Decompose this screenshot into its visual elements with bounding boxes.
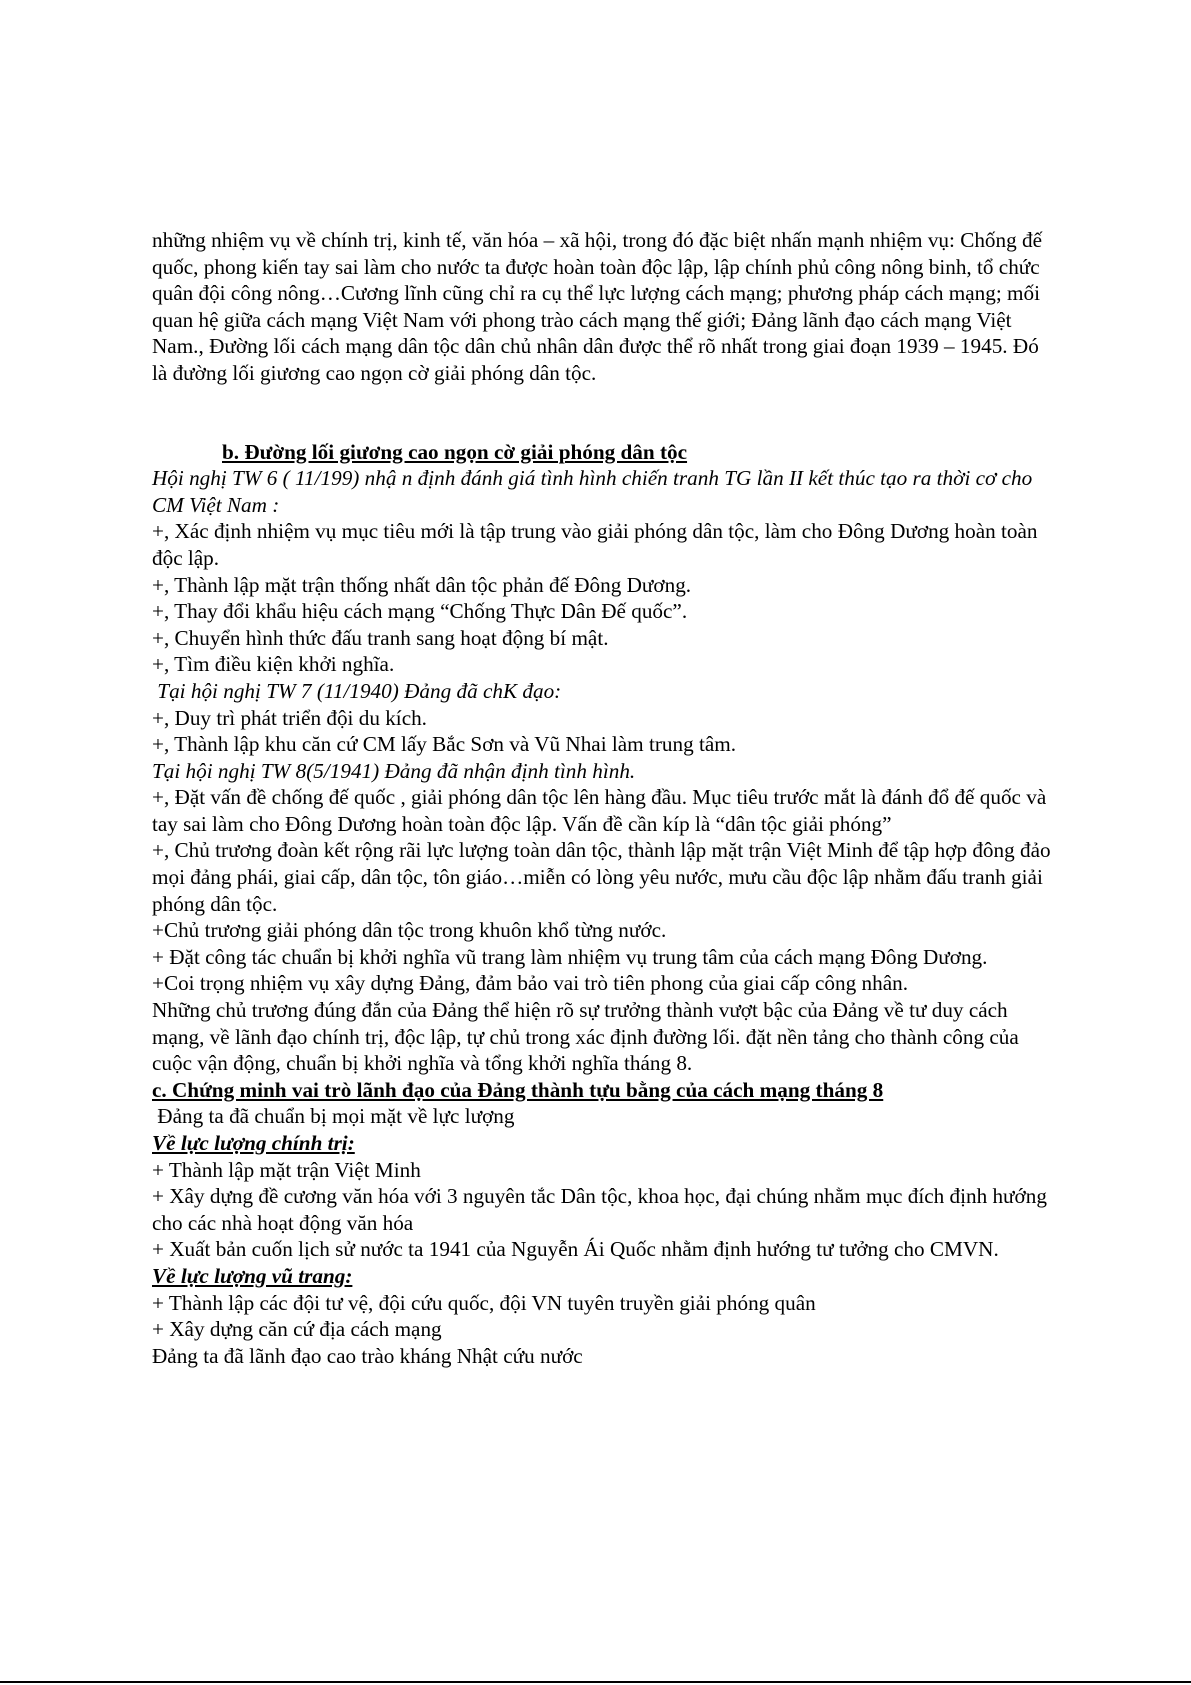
document-page	[152, 227, 1052, 1369]
tw6-item: +, Thành lập mặt trận thống nhất dân tộc phản đế Đông Dương.	[152, 572, 692, 597]
tw6-item: +, Chuyển hình thức đấu tranh sang hoạt động bí mật.	[152, 625, 609, 650]
tw7-item: +, Duy trì phát triển đội du kích.	[152, 705, 427, 730]
tw8-item: +Chủ trương giải phóng dân tộc trong khuôn khổ từng nước.	[152, 918, 667, 943]
armed-item: + Thành lập các đội tư vệ, đội cứu quốc, đội VN tuyên truyền giải phóng quân	[152, 1290, 816, 1315]
tw8-item: + Đặt công tác chuẩn bị khởi nghĩa vũ trang làm nhiệm vụ trung tâm của cách mạng Đông Dương.	[152, 944, 988, 969]
section-b-conclusion: Những chủ trương đúng đắn của Đảng thể hiện rõ sự trưởng thành vượt bậc của Đảng về tư duy cách mạng, về lãnh đạo chính trị, độc lập, tự chủ trong xác định đường lối. đặt nền tảng cho thành công của cuộc vận động, chuẩn bị khởi nghĩa và tổng khởi nghĩa tháng 8.	[152, 998, 1019, 1076]
armed-forces-heading-text: Về lực lượng vũ trang:	[152, 1263, 353, 1288]
armed-forces-heading	[152, 1263, 1052, 1290]
closing-line: Đảng ta đã lãnh đạo cao trào kháng Nhật cứu nước	[152, 1343, 583, 1368]
tw8-item: +, Đặt vấn đề chống đế quốc , giải phóng dân tộc lên hàng đầu. Mục tiêu trước mắt là đánh đổ đế quốc và tay sai làm cho Đông Dương hoàn toàn độc lập. Vấn đề cần kíp là “dân tộc giải phóng”	[152, 785, 1047, 836]
tw8-intro: Tại hội nghị TW 8(5/1941) Đảng đã nhận định tình hình.	[152, 758, 636, 783]
political-item: + Xây dựng đề cương văn hóa với 3 nguyên tắc Dân tộc, khoa học, đại chúng nhằm mục đích định hướng cho các nhà hoạt động văn hóa	[152, 1184, 1047, 1235]
tw8-item: +, Chủ trương đoàn kết rộng rãi lực lượng toàn dân tộc, thành lập mặt trận Việt Minh để tập hợp đông đảo mọi đảng phái, giai cấp, dân tộc, tôn giáo…miễn có lòng yêu nước, mưu cầu độc lập nhằm đấu tranh giải phóng dân tộc.	[152, 838, 1051, 916]
section-c-intro: Đảng ta đã chuẩn bị mọi mặt về lực lượng	[152, 1104, 515, 1129]
armed-item: + Xây dựng căn cứ địa cách mạng	[152, 1317, 442, 1342]
paragraph-spacer	[152, 387, 1052, 439]
tw6-item: +, Thay đổi khẩu hiệu cách mạng “Chống Thực Dân Đế quốc”.	[152, 599, 688, 624]
tw6-intro: Hội nghị TW 6 ( 11/199) nhậ n định đánh giá tình hình chiến tranh TG lần II kết thúc tạo ra thời cơ cho CM Việt Nam :	[152, 466, 1033, 517]
tw8-item: +Coi trọng nhiệm vụ xây dựng Đảng, đảm bảo vai trò tiên phong của giai cấp công nhân.	[152, 971, 908, 996]
page-bottom-rule	[0, 1681, 1191, 1683]
political-item: + Xuất bản cuốn lịch sử nước ta 1941 của Nguyễn Ái Quốc nhằm định hướng tư tưởng cho CMVN.	[152, 1237, 999, 1262]
tw6-item: +, Xác định nhiệm vụ mục tiêu mới là tập trung vào giải phóng dân tộc, làm cho Đông Dương hoàn toàn độc lập.	[152, 519, 1038, 570]
political-forces-heading-text: Về lực lượng chính trị:	[152, 1131, 355, 1155]
section-c-heading: c. Chứng minh vai trò lãnh đạo của Đảng thành tựu bằng của cách mạng tháng 8	[152, 1077, 884, 1102]
tw7-item: +, Thành lập khu căn cứ CM lấy Bắc Sơn và Vũ Nhai làm trung tâm.	[152, 732, 737, 757]
section-b-heading: b. Đường lối giương cao ngọn cờ giải phóng dân tộc	[222, 439, 688, 464]
political-item: + Thành lập mặt trận Việt Minh	[152, 1157, 421, 1182]
tw7-intro: Tại hội nghị TW 7 (11/1940) Đảng đã chK đạo:	[152, 678, 562, 703]
intro-paragraph: những nhiệm vụ về chính trị, kinh tế, văn hóa – xã hội, trong đó đặc biệt nhấn mạnh nhiệm vụ: Chống đế quốc, phong kiến tay sai làm cho nước ta được hoàn toàn độc lập, lập chính phủ công nông binh, tổ chức quân đội công nông…Cương lĩnh cũng chỉ ra cụ thể lực lượng cách mạng; phương pháp cách mạng; mối quan hệ giữa cách mạng Việt Nam với phong trào cách mạng thế giới; Đảng lãnh đạo cách mạng Việt Nam., Đường lối cách mạng dân tộc dân chủ nhân dân được thể rõ nhất trong giai đoạn 1939 – 1945. Đó là đường lối giương cao ngọn cờ giải phóng dân tộc.	[152, 228, 1043, 385]
tw6-item: +, Tìm điều kiện khởi nghĩa.	[152, 652, 395, 677]
political-forces-heading	[152, 1130, 1052, 1157]
